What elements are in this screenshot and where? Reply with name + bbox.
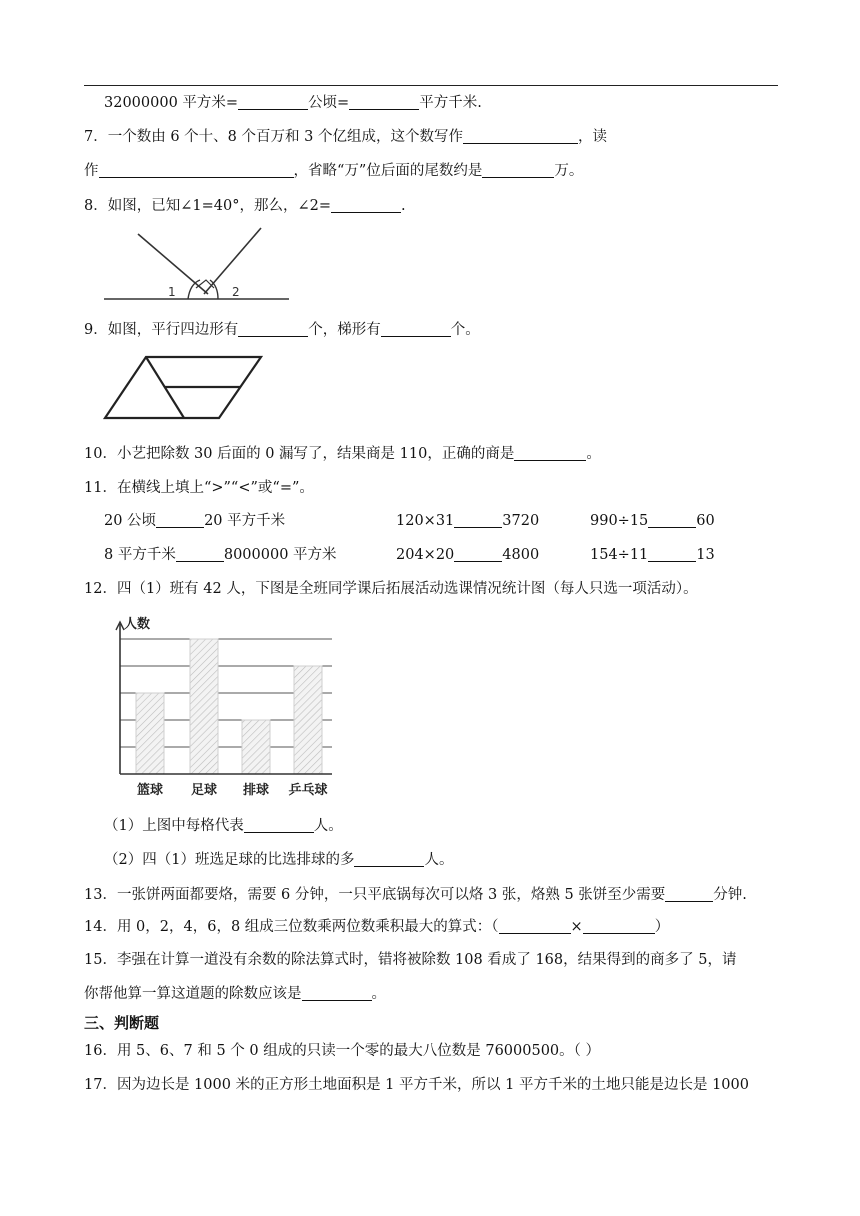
q7-text-e: 万。	[554, 163, 584, 179]
x-tick-label-0: 篮球	[136, 783, 164, 798]
q11-r1c1-right: 20 平方千米	[204, 513, 286, 529]
q12-sub2-text-a: （2）四（1）班选足球的比选排球的多	[104, 852, 355, 868]
question-14	[84, 917, 669, 937]
q7-text-a: 7．一个数由 6 个十、8 个百万和 3 个亿组成，这个数写作	[84, 129, 463, 145]
q6-blank-1[interactable]	[238, 94, 308, 110]
bar-3	[294, 666, 322, 774]
question-11-title: 11．在横线上填上“>”“<”或“=”。	[84, 480, 314, 496]
q11-r2c3-left: 154÷11	[590, 547, 649, 563]
q11-r2c3-blank[interactable]	[648, 546, 696, 562]
question-10	[84, 444, 601, 464]
question-15-line2	[84, 984, 386, 1004]
q12-sub1-text-b: 人。	[313, 818, 343, 834]
question-17: 17．因为边长是 1000 米的正方形土地面积是 1 平方千米，所以 1 平方千米的土地只能是边长是 1000	[84, 1077, 749, 1093]
q12-sub1-blank[interactable]	[244, 817, 314, 833]
q6-text-b: 公顷=	[308, 95, 350, 111]
section-3-title: 三、判断题	[84, 1014, 160, 1032]
chart-bars	[136, 639, 322, 774]
y-axis-label: 人数	[124, 617, 151, 632]
q13-text-a: 13．一张饼两面都要烙，需要 6 分钟，一只平底锅每次可以烙 3 张，烙熟 5 张饼至少需要	[84, 887, 666, 903]
q7-text-d: ，省略“万”位后面的尾数约是	[293, 163, 483, 179]
q6-text-c: 平方千米.	[419, 95, 482, 111]
q14-text-times: ×	[570, 919, 583, 935]
q11-r2c2-right: 4800	[502, 547, 540, 563]
q9-text-c: 个。	[450, 322, 480, 338]
q7-text-c: 作	[84, 163, 99, 179]
parallelogram-figure	[104, 355, 264, 421]
q11-r1c2-blank[interactable]	[454, 512, 502, 528]
x-tick-label-3: 乒乓球	[288, 783, 328, 798]
q12-sub1-text-a: （1）上图中每格代表	[104, 818, 244, 834]
q14-text-a: 14．用 0，2，4，6，8 组成三位数乘两位数乘积最大的算式：（	[84, 919, 499, 935]
q7-blank-approx[interactable]	[482, 162, 554, 178]
q14-text-c: ）	[654, 919, 670, 935]
q8-text-b: .	[400, 198, 406, 214]
q7-blank-write[interactable]	[463, 128, 578, 144]
q10-blank-quotient[interactable]	[514, 445, 586, 461]
bar-0	[136, 693, 164, 774]
q12-sub-1	[104, 816, 343, 836]
question-8	[84, 196, 406, 216]
q9-blank-trapezoid[interactable]	[381, 321, 451, 337]
q11-r1c3-blank[interactable]	[648, 512, 696, 528]
question-16: 16．用 5、6、7 和 5 个 0 组成的只读一个零的最大八位数是 76000500。（ ）	[84, 1043, 601, 1059]
q8-text-a: 8．如图，已知∠1=40°，那么，∠2=	[84, 198, 331, 214]
q11-item-6	[590, 545, 715, 565]
x-tick-label-2: 排球	[242, 783, 270, 798]
q9-text-b: 个，梯形有	[308, 322, 381, 338]
question-9	[84, 320, 480, 340]
question-12-title: 12．四（1）班有 42 人，下图是全班同学课后拓展活动选课情况统计图（每人只选一项活动）。	[84, 581, 698, 597]
q11-r2c1-right: 8000000 平方米	[223, 547, 337, 563]
x-tick-label-1: 足球	[190, 783, 218, 798]
q11-r1c2-right: 3720	[502, 513, 540, 529]
q13-blank-minutes[interactable]	[665, 886, 713, 902]
q6-continuation	[104, 93, 482, 113]
q11-r1c2-left: 120×31	[396, 513, 455, 529]
q11-item-1	[104, 511, 285, 531]
q15-text-b: 你帮他算一算这道题的除数应该是	[84, 986, 302, 1002]
q12-sub2-blank[interactable]	[354, 851, 424, 867]
q11-item-5	[396, 545, 539, 565]
q6-text-a: 32000000 平方米=	[104, 95, 239, 111]
q8-blank-angle[interactable]	[331, 197, 401, 213]
q11-r1c3-right: 60	[696, 513, 715, 529]
q15-text-c: 。	[371, 986, 386, 1002]
question-7	[84, 127, 607, 147]
bar-1	[190, 639, 218, 774]
angle-figure	[104, 226, 294, 302]
activity-bar-chart	[100, 610, 360, 800]
q11-r1c3-left: 990÷15	[590, 513, 649, 529]
q11-r2c2-blank[interactable]	[454, 546, 502, 562]
question-7-line2	[84, 161, 583, 181]
angle-label-2: 2	[232, 285, 240, 299]
q7-blank-read[interactable]	[99, 162, 294, 178]
q12-sub2-text-b: 人。	[424, 852, 454, 868]
bar-2	[242, 720, 270, 774]
q14-blank-factor-1[interactable]	[499, 918, 571, 934]
q12-sub-2	[104, 850, 453, 870]
q6-blank-2[interactable]	[349, 94, 419, 110]
angle-label-1: 1	[168, 285, 176, 299]
header-rule	[84, 85, 778, 86]
q11-r1c1-left: 20 公顷	[104, 513, 157, 529]
q10-text-b: 。	[586, 446, 601, 462]
question-13	[84, 885, 747, 905]
q11-item-2	[396, 511, 539, 531]
q11-r2c1-blank[interactable]	[176, 546, 224, 562]
q14-blank-factor-2[interactable]	[583, 918, 655, 934]
q11-r2c1-left: 8 平方千米	[104, 547, 176, 563]
q15-blank-divisor[interactable]	[302, 985, 372, 1001]
q11-r1c1-blank[interactable]	[156, 512, 204, 528]
q10-text-a: 10．小艺把除数 30 后面的 0 漏写了，结果商是 110，正确的商是	[84, 446, 515, 462]
q9-text-a: 9．如图，平行四边形有	[84, 322, 239, 338]
q11-r2c2-left: 204×20	[396, 547, 455, 563]
q11-r2c3-right: 13	[696, 547, 715, 563]
q13-text-b: 分钟.	[713, 887, 747, 903]
q7-text-b: ，读	[577, 129, 607, 145]
q9-blank-parallelogram[interactable]	[238, 321, 308, 337]
q11-item-4	[104, 545, 337, 565]
chart-x-labels	[137, 782, 328, 798]
q11-item-3	[590, 511, 715, 531]
question-15: 15．李强在计算一道没有余数的除法算式时，错将被除数 108 看成了 168，结果得到的商多了 5，请	[84, 952, 737, 968]
